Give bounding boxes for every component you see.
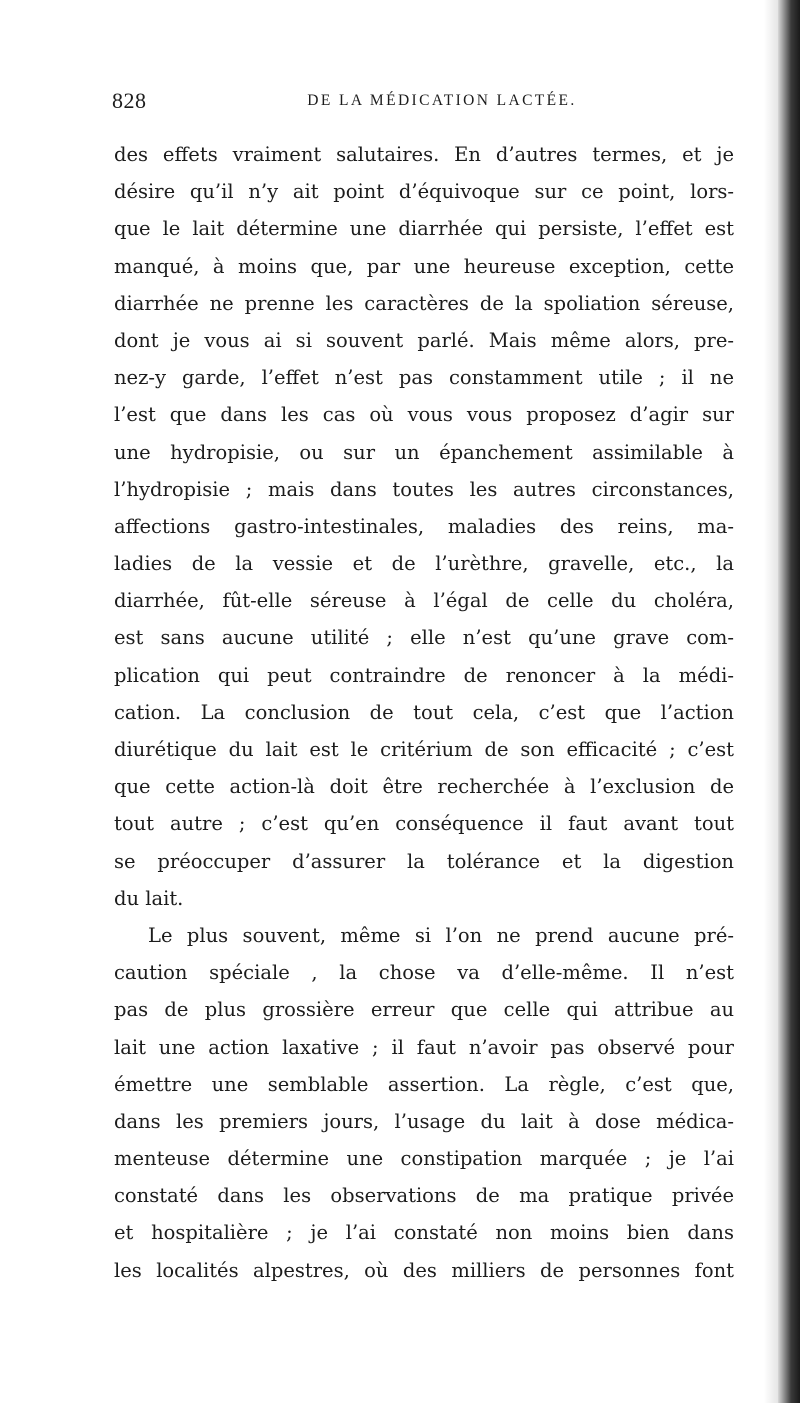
text-line: pas de plus grossière erreur que celle qui attribue au xyxy=(114,998,734,1022)
paragraph-start-line: Le plus souvent, même si l’on ne prend aucune pré- xyxy=(148,923,734,947)
text-line: cation. La conclusion de tout cela, c’est que l’action xyxy=(114,700,734,724)
text-line: menteuse détermine une constipation marquée ; je l’ai xyxy=(114,1147,734,1171)
text-line: que le lait détermine une diarrhée qui persiste, l’effet est xyxy=(114,217,734,241)
text-line: émettre une semblable assertion. La règle, c’est que, xyxy=(114,1072,734,1096)
text-line: les localités alpestres, où des milliers de personnes font xyxy=(114,1258,734,1282)
text-line: désire qu’il n’y ait point d’équivoque sur ce point, lors- xyxy=(114,180,734,204)
text-line: diarrhée ne prenne les caractères de la spoliation séreuse, xyxy=(114,291,734,315)
binding-shadow xyxy=(764,0,778,1403)
text-line: nez-y garde, l’effet n’est pas constamment utile ; il ne xyxy=(114,366,734,390)
text-line: se préoccuper d’assurer la tolérance et la digestion xyxy=(114,849,734,873)
page-number: 828 xyxy=(112,88,147,113)
text-line: dans les premiers jours, l’usage du lait à dose médica- xyxy=(114,1109,734,1133)
paragraph-end-line: du lait. xyxy=(114,886,184,910)
running-head: DE LA MÉDICATION LACTÉE. xyxy=(307,92,577,109)
text-line: l’hydropisie ; mais dans toutes les autres circonstances, xyxy=(114,477,734,501)
text-line: des effets vraiment salutaires. En d’autres termes, et je xyxy=(114,143,734,166)
text-line: que cette action-là doit être recherchée à l’exclusion de xyxy=(114,775,734,799)
text-line: ladies de la vessie et de l’urèthre, gravelle, etc., la xyxy=(114,552,734,576)
text-line: affections gastro-intestinales, maladies des reins, ma- xyxy=(114,514,734,538)
page-header xyxy=(112,88,732,118)
text-line: manqué, à moins que, par une heureuse exception, cette xyxy=(114,254,734,278)
text-line: diarrhée, fût-elle séreuse à l’égal de celle du choléra, xyxy=(114,589,734,613)
text-line: l’est que dans les cas où vous vous proposez d’agir sur xyxy=(114,403,734,427)
text-line: constaté dans les observations de ma pratique privée xyxy=(114,1184,734,1208)
text-line: et hospitalière ; je l’ai constaté non moins bien dans xyxy=(114,1221,734,1245)
body-text xyxy=(114,136,734,1289)
text-line: tout autre ; c’est qu’en conséquence il faut avant tout xyxy=(114,812,734,836)
text-line: diurétique du lait est le critérium de son efficacité ; c’est xyxy=(114,738,734,761)
text-line: dont je vous ai si souvent parlé. Mais même alors, pre- xyxy=(114,328,734,352)
page-binding-edge xyxy=(778,0,800,1403)
text-line: une hydropisie, ou sur un épanchement assimilable à xyxy=(114,440,734,464)
text-line: est sans aucune utilité ; elle n’est qu’une grave com- xyxy=(114,626,734,650)
text-line: plication qui peut contraindre de renoncer à la médi- xyxy=(114,663,734,687)
text-line: caution spéciale , la chose va d’elle-même. Il n’est xyxy=(114,961,734,985)
text-line: lait une action laxative ; il faut n’avoir pas observé pour xyxy=(114,1035,734,1059)
